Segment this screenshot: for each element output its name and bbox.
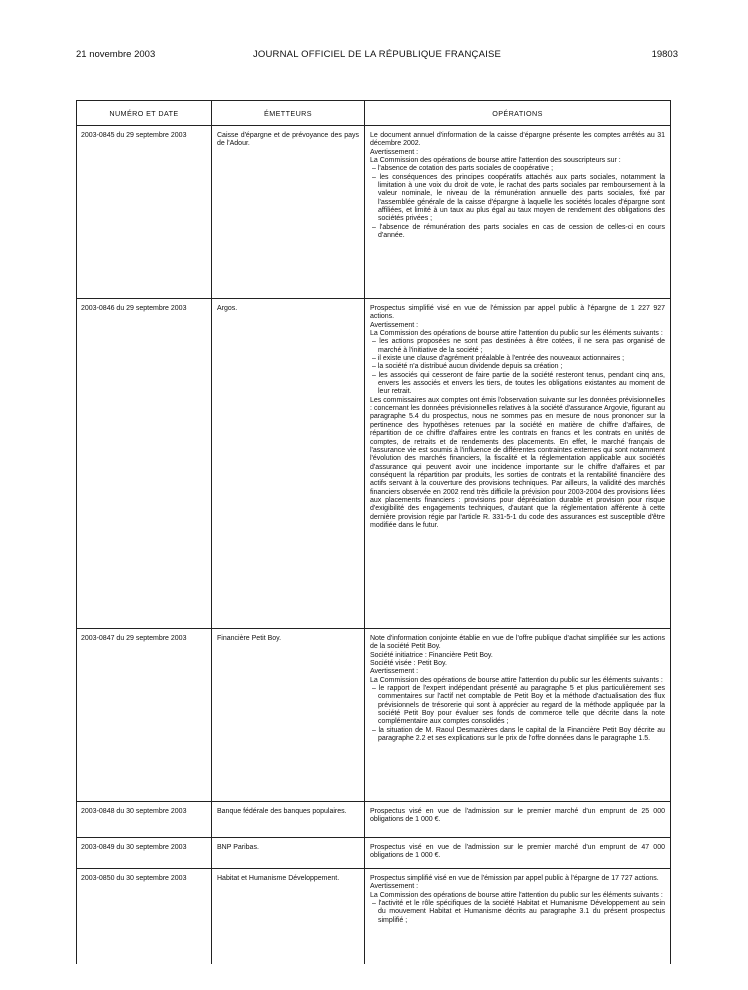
cell-operations (365, 802, 671, 838)
operation-paragraph: – la société n'a distribué aucun dividende depuis sa création ; (372, 363, 563, 371)
table-row (77, 838, 671, 869)
operation-paragraph: La Commission des opérations de bourse attire l'attention du public sur les éléments suivants : (370, 676, 663, 684)
cell-emetteur: Banque fédérale des banques populaires. (212, 802, 365, 838)
operation-paragraph: – la situation de M. Raoul Desmazières dans le capital de la Financière Petit Boy décrite au paragraphe 2.2 et ses explications sur le prix de l'offre données dans le paragraphe 1.5. (372, 726, 665, 743)
cell-operations (365, 629, 671, 802)
page-header (76, 49, 678, 63)
cell-numero: 2003-0847 du 29 septembre 2003 (77, 629, 212, 802)
operation-paragraph: Avertissement : (370, 321, 419, 329)
operation-paragraph: Prospectus visé en vue de l'admission sur le premier marché d'un emprunt de 25 000 obligations de 1 000 €. (370, 808, 665, 824)
cell-numero: 2003-0848 du 30 septembre 2003 (77, 802, 212, 838)
cell-emetteur: BNP Paribas. (212, 838, 365, 869)
table-header-row (77, 101, 671, 126)
cell-emetteur: Habitat et Humanisme Développement. (212, 869, 365, 964)
operation-paragraph: – l'activité et le rôle spécifiques de la société Habitat et Humanisme Développement au sein du mouvement Habitat et Humanisme décrits au paragraphe 3.1 du présent prospectus simplifié ; (372, 900, 665, 924)
column-header-numero: NUMÉRO ET DATE (77, 101, 212, 126)
cell-operations (365, 299, 671, 629)
journal-title: JOURNAL OFFICIEL DE LA RÉPUBLIQUE FRANÇAISE (252, 49, 502, 60)
operation-paragraph: Les commissaires aux comptes ont émis l'observation suivante sur les données prévisionnelles : concernant les données prévisionnelles relatives à la société d'assurance Argovie, figurant au paragraphe 5.4 du prospectus, nous ne sommes pas en mesure de nous prononcer sur la pertinence des hypothèses retenues par la société en matière de chiffre d'affaires, de répartition de ce chiffre d'affaires entre les contrats en francs et les contrats en unités de comptes, de retraits et de rendements des placements. En effet, le marché français de l'assurance vie est soumis à l'influence de différentes contraintes externes qui sont notamment l'évolution des marchés financiers, la fiscalité et la réglementation applicable aux sociétés d'assurance qui peuvent avoir une incidence importante sur le chiffre d'affaires et par conséquent la répartition par produits, les sorties de contrats et la rentabilité financière des actifs servant à la couverture des provisions techniques. Par ailleurs, la validité des marchés financiers observée en 2002 rend très difficile la prévision pour 2003-2004 des provisions liées aux placements financiers : provisions pour dépréciation durable et provision pour risque d'exigibilité des engagements techniques, d'autant que la réglementation afférente à cette dernière provision régie par l'article R. 331-5-1 du code des assurances est susceptible d'être modifiée dans le futur. (370, 396, 665, 529)
cell-numero: 2003-0845 du 29 septembre 2003 (77, 126, 212, 299)
cell-emetteur: Argos. (212, 299, 365, 629)
operation-paragraph: – il existe une clause d'agrément préalable à l'entrée des nouveaux actionnaires ; (372, 355, 625, 363)
operation-paragraph: La Commission des opérations de bourse attire l'attention des souscripteurs sur : (370, 157, 621, 165)
column-header-emetteurs: ÉMETTEURS (212, 101, 365, 126)
cell-emetteur: Financière Petit Boy. (212, 629, 365, 802)
cell-operations (365, 869, 671, 964)
operation-paragraph: – les actions proposées ne sont pas destinées à être cotées, il ne sera pas organisé de marché à l'initiative de la société ; (372, 338, 665, 354)
table-row (77, 299, 671, 629)
cell-numero: 2003-0849 du 30 septembre 2003 (77, 838, 212, 869)
cell-operations (365, 838, 671, 869)
header-date: 21 novembre 2003 (76, 49, 156, 60)
operation-paragraph: Avertissement : (370, 148, 419, 156)
cell-numero: 2003-0846 du 29 septembre 2003 (77, 299, 212, 629)
column-header-operations: OPÉRATIONS (365, 101, 671, 126)
table-row (77, 869, 671, 964)
operation-paragraph: Le document annuel d'information de la caisse d'épargne présente les comptes arrêtés au 31 décembre 2002. (370, 132, 665, 148)
operation-paragraph: – les associés qui cesseront de faire partie de la société resteront tenus, pendant cinq ans, envers les associés et envers les tiers, de toutes les obligations existantes au moment de leur retrait. (372, 371, 665, 396)
operation-paragraph: La Commission des opérations de bourse attire l'attention du public sur les éléments suivants : (370, 891, 663, 899)
table-row (77, 629, 671, 802)
operation-paragraph: Prospectus visé en vue de l'admission sur le premier marché d'un emprunt de 47 000 obligations de 1 000 €. (370, 844, 665, 860)
operation-paragraph: Avertissement : (370, 883, 419, 891)
operation-paragraph: Société initiatrice : Financière Petit Boy. (370, 651, 493, 659)
operation-paragraph: – l'absence de rémunération des parts sociales en cas de cession de celles-ci en cours d'année. (372, 223, 665, 240)
operations-table (76, 100, 671, 964)
operation-paragraph: La Commission des opérations de bourse attire l'attention du public sur les éléments suivants : (370, 330, 663, 338)
table-row (77, 802, 671, 838)
cell-emetteur: Caisse d'épargne et de prévoyance des pays de l'Adour. (212, 126, 365, 299)
operation-paragraph: Prospectus simplifié visé en vue de l'émission par appel public à l'épargne de 1 227 927 actions. (370, 305, 665, 321)
operation-paragraph: Avertissement : (370, 668, 419, 676)
operation-paragraph: – l'absence de cotation des parts sociales de coopérative ; (372, 165, 554, 173)
cell-operations (365, 126, 671, 299)
operation-paragraph: – les conséquences des principes coopératifs attachés aux parts sociales, notamment la limitation à une voix du droit de vote, le rachat des parts sociales par remboursement à la valeur nominale, le niveau de la rémunération annuelle des parts sociales, fixé par l'assemblée générale de la caisse d'épargne à laquelle les sociétés locales d'épargne sont affiliées, et limité à un taux au plus égal au taux moyen de rendement des obligations des sociétés privées ; (372, 173, 665, 223)
page-number: 19803 (651, 49, 678, 60)
operation-paragraph: – le rapport de l'expert indépendant présenté au paragraphe 5 et plus particulièrement ses commentaires sur l'actif net comptable de Petit Boy et la méthode d'actualisation des flux prévisionnels de trésorerie qui sont à apprécier au regard de la méthode appliquée par la société Petit Boy pour évaluer ses fonds de commerce telle que décrite dans la note complémentaire aux comptes consolidés ; (372, 685, 665, 726)
table-row (77, 126, 671, 299)
cell-numero: 2003-0850 du 30 septembre 2003 (77, 869, 212, 964)
operation-paragraph: Note d'information conjointe établie en vue de l'offre publique d'achat simplifiée sur les actions de la société Petit Boy. (370, 635, 665, 651)
operation-paragraph: Prospectus simplifié visé en vue de l'émission par appel public à l'épargne de 17 727 actions. (370, 875, 659, 882)
operation-paragraph: Société visée : Petit Boy. (370, 660, 447, 668)
